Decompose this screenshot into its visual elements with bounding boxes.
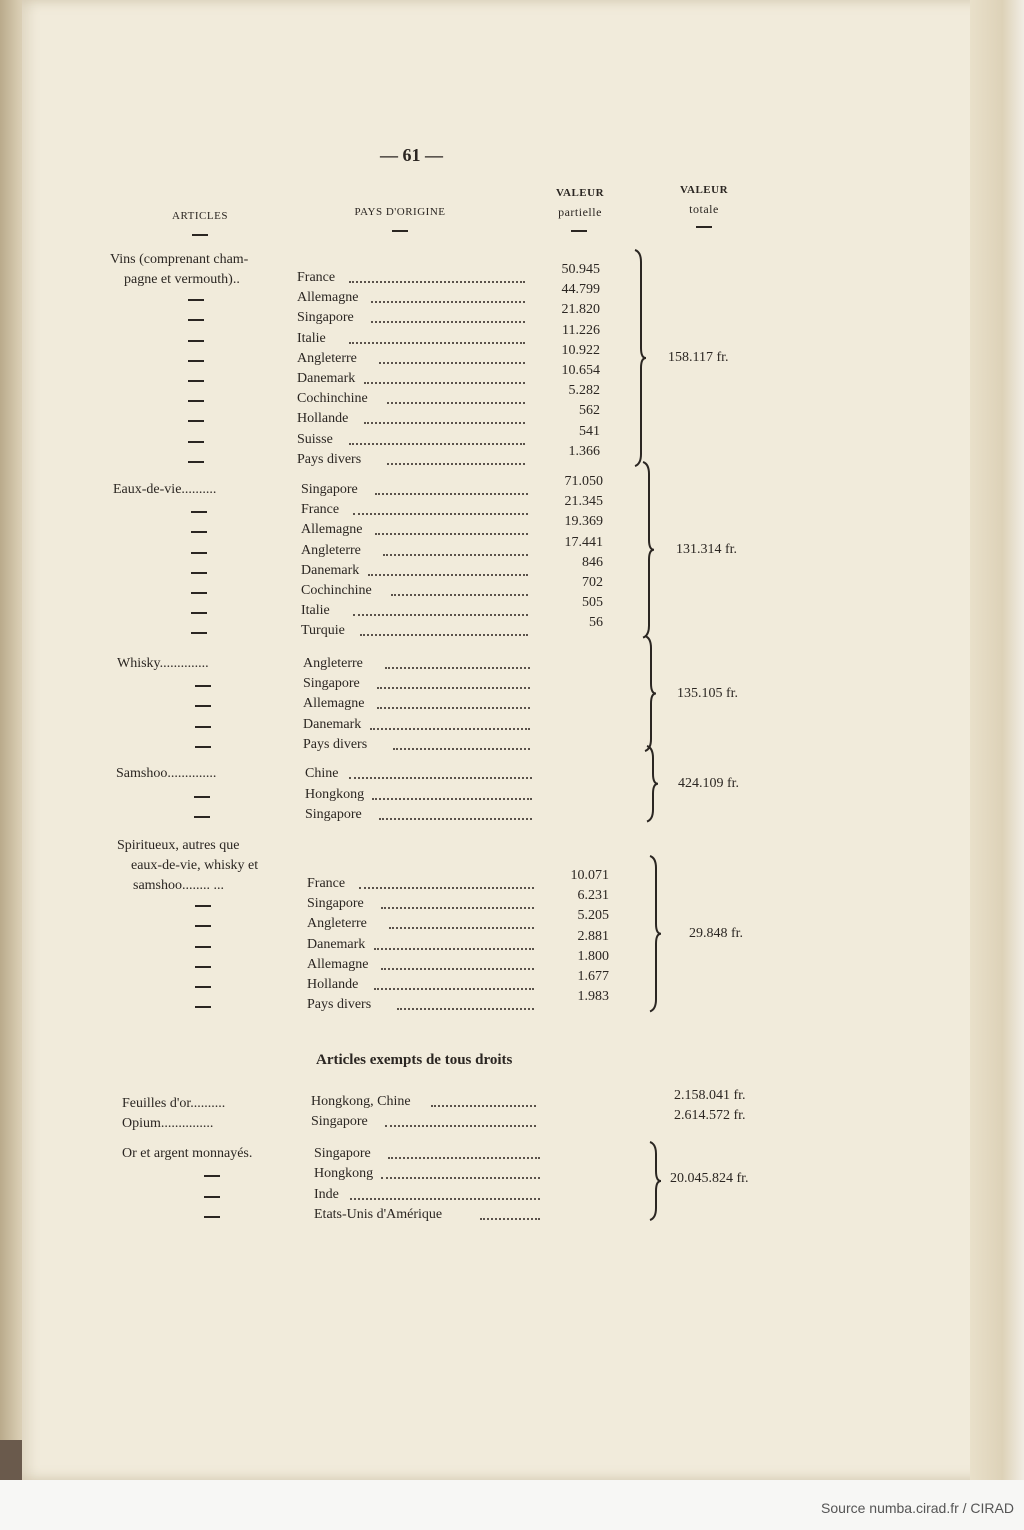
country-label: Hollande xyxy=(307,977,359,992)
dot-leader xyxy=(377,707,530,709)
ditto-dash xyxy=(191,592,207,594)
country-label: Danemark xyxy=(297,371,356,386)
country-label: Angleterre xyxy=(301,542,361,558)
partial-value: 10.071 xyxy=(570,868,609,883)
group-brace xyxy=(633,250,649,466)
country-label: Pays divers xyxy=(307,997,372,1013)
ditto-dash xyxy=(188,360,204,362)
ditto-dash xyxy=(195,746,211,748)
source-credit: Source numba.cirad.fr / CIRAD xyxy=(821,1500,1014,1516)
dot-leader xyxy=(359,887,534,889)
country-label: Suisse xyxy=(297,431,333,447)
ditto-dash xyxy=(195,905,211,907)
country-label: Singapore xyxy=(314,1146,371,1161)
article-label: pagne et vermouth).. xyxy=(124,272,240,287)
dot-leader xyxy=(370,728,530,730)
ditto-dash xyxy=(195,726,211,728)
group-brace xyxy=(641,462,657,638)
total-value: 2.158.041 fr. xyxy=(674,1088,746,1103)
dot-leader xyxy=(377,687,530,689)
dot-leader xyxy=(391,594,528,596)
header-totale: totale xyxy=(689,202,719,216)
brace-stroke xyxy=(650,856,661,1011)
country-label: Angleterre xyxy=(297,350,357,366)
partial-value: 1.366 xyxy=(568,443,600,459)
partial-value: 6.231 xyxy=(577,888,609,904)
partial-value: 56 xyxy=(589,615,603,631)
dot-leader xyxy=(381,1177,540,1179)
group-brace xyxy=(648,1142,664,1220)
partial-value: 17.441 xyxy=(564,534,603,550)
article-label: eaux-de-vie, whisky et xyxy=(131,858,259,873)
dot-leader xyxy=(353,614,528,616)
header-rule xyxy=(571,230,587,232)
article-label: Opium............... xyxy=(122,1116,214,1131)
country-label: Singapore xyxy=(297,310,354,326)
country-label: Allemagne xyxy=(297,290,359,306)
country-label: Hollande xyxy=(297,411,349,427)
header-articles: ARTICLES xyxy=(172,210,228,222)
brace-stroke xyxy=(643,462,654,638)
header-rule xyxy=(392,230,408,232)
article-label: Vins (comprenant cham- xyxy=(110,252,249,267)
dot-leader xyxy=(381,968,534,970)
ditto-dash xyxy=(195,986,211,988)
dot-leader xyxy=(350,1198,540,1200)
country-label: Hongkong xyxy=(305,786,365,802)
article-label: Or et argent monnayés. xyxy=(122,1146,253,1161)
country-label: Singapore xyxy=(305,807,362,822)
dot-leader xyxy=(379,362,525,364)
header-valeur-partielle: VALEUR xyxy=(555,187,605,199)
ditto-dash xyxy=(188,380,204,382)
dot-leader xyxy=(375,493,528,495)
header-partielle: partielle xyxy=(558,205,602,219)
country-label: Angleterre xyxy=(303,656,363,671)
dot-leader xyxy=(371,301,525,303)
page-sheet xyxy=(22,0,998,1480)
article-label: Samshoo.............. xyxy=(116,766,217,781)
total-value: 135.105 fr. xyxy=(677,685,739,701)
group-brace xyxy=(648,856,664,1011)
article-label: Spiritueux, autres que xyxy=(117,838,240,853)
ditto-dash xyxy=(195,705,211,707)
partial-value: 11.226 xyxy=(562,322,600,338)
dot-leader xyxy=(379,818,532,820)
ditto-dash xyxy=(191,612,207,614)
partial-value: 1.983 xyxy=(577,989,609,1005)
partial-value: 1.800 xyxy=(577,948,609,964)
country-label: Chine xyxy=(305,766,339,781)
dot-leader xyxy=(389,927,534,929)
ditto-dash xyxy=(188,420,204,422)
partial-value: 2.881 xyxy=(577,928,609,944)
country-label: Danemark xyxy=(301,562,360,578)
partial-value: 1.677 xyxy=(577,969,609,984)
country-label: Danemark xyxy=(303,716,362,732)
country-label: Singapore xyxy=(303,676,360,692)
dot-leader xyxy=(385,667,530,669)
country-label: Italie xyxy=(297,330,326,346)
partial-value: 10.922 xyxy=(561,342,600,358)
country-label: Cochinchine xyxy=(297,391,368,407)
total-value: 158.117 fr. xyxy=(668,350,729,365)
ditto-dash xyxy=(191,511,207,513)
partial-value: 846 xyxy=(582,554,603,570)
dot-leader xyxy=(368,574,528,576)
country-label: Etats-Unis d'Amérique xyxy=(314,1206,443,1222)
header-valeur-totale: VALEUR xyxy=(679,184,729,196)
country-label: Cochinchine xyxy=(301,583,372,598)
page-stack-edge xyxy=(970,0,1024,1480)
country-label: Singapore xyxy=(307,896,364,912)
total-value: 131.314 fr. xyxy=(676,541,738,557)
ditto-dash xyxy=(188,299,204,301)
country-label: Italie xyxy=(301,603,330,619)
dot-leader xyxy=(364,422,525,424)
ditto-dash xyxy=(191,531,207,533)
ditto-dash xyxy=(188,400,204,402)
ditto-dash xyxy=(195,946,211,948)
ditto-dash xyxy=(191,632,207,634)
dot-leader xyxy=(388,1157,540,1159)
ditto-dash xyxy=(191,572,207,574)
group-brace xyxy=(643,636,659,751)
dot-leader xyxy=(360,634,528,636)
partial-value: 71.050 xyxy=(564,474,603,489)
partial-value: 19.369 xyxy=(564,514,603,530)
dot-leader xyxy=(393,748,530,750)
ditto-dash xyxy=(204,1216,220,1218)
country-label: Allemagne xyxy=(303,696,365,712)
brace-stroke xyxy=(650,1142,661,1220)
country-label: Pays divers xyxy=(303,736,368,752)
ditto-dash xyxy=(188,441,204,443)
total-value: 2.614.572 fr. xyxy=(674,1108,746,1123)
ditto-dash xyxy=(194,796,210,798)
brace-stroke xyxy=(647,746,658,822)
dot-leader xyxy=(387,463,525,465)
ditto-dash xyxy=(194,816,210,818)
dot-leader xyxy=(387,402,525,404)
partial-value: 5.205 xyxy=(577,908,609,924)
country-label: Hongkong xyxy=(314,1166,374,1182)
ditto-dash xyxy=(195,1006,211,1008)
header-rule xyxy=(192,234,208,236)
ditto-dash xyxy=(204,1175,220,1177)
ditto-dash xyxy=(188,319,204,321)
partial-value: 505 xyxy=(582,595,603,611)
dot-leader xyxy=(371,321,525,323)
partial-value: 21.820 xyxy=(561,302,600,318)
partial-value: 44.799 xyxy=(561,282,600,298)
country-label: France xyxy=(297,270,336,285)
country-label: Danemark xyxy=(307,936,366,952)
dot-leader xyxy=(383,554,528,556)
ditto-dash xyxy=(195,925,211,927)
dot-leader xyxy=(349,281,525,283)
dot-leader xyxy=(374,948,534,950)
page-number: — 61 — xyxy=(380,145,443,165)
dot-leader xyxy=(375,533,528,535)
ditto-dash xyxy=(204,1196,220,1198)
ditto-dash xyxy=(191,552,207,554)
ditto-dash xyxy=(188,340,204,342)
country-label: Hongkong, Chine xyxy=(311,1094,411,1109)
article-label: Feuilles d'or.......... xyxy=(122,1096,226,1111)
article-label: samshoo........ ... xyxy=(133,878,224,893)
article-label: Whisky.............. xyxy=(117,656,209,671)
country-label: Inde xyxy=(314,1186,339,1202)
dot-leader xyxy=(385,1125,536,1127)
country-label: Allemagne xyxy=(301,522,363,538)
country-label: France xyxy=(301,502,340,518)
header-rule xyxy=(696,226,712,228)
header-pays: PAYS D'ORIGINE xyxy=(354,206,446,218)
partial-value: 50.945 xyxy=(561,262,600,277)
dot-leader xyxy=(431,1105,536,1107)
partial-value: 562 xyxy=(579,403,600,419)
ditto-dash xyxy=(188,461,204,463)
country-label: Turquie xyxy=(301,623,345,639)
dot-leader xyxy=(349,443,525,445)
partial-value: 5.282 xyxy=(568,383,600,399)
ditto-dash xyxy=(195,685,211,687)
total-value: 424.109 fr. xyxy=(678,775,740,791)
exempt-title: Articles exempts de tous droits xyxy=(316,1052,513,1068)
total-value: 29.848 fr. xyxy=(689,925,744,941)
country-label: Singapore xyxy=(311,1114,368,1129)
country-label: Angleterre xyxy=(307,916,367,932)
article-label: Eaux-de-vie.......... xyxy=(113,482,217,497)
dot-leader xyxy=(364,382,525,384)
total-value: 20.045.824 fr. xyxy=(670,1171,749,1186)
country-label: Singapore xyxy=(301,482,358,497)
country-label: Pays divers xyxy=(297,451,362,467)
dot-leader xyxy=(372,798,532,800)
dot-leader xyxy=(374,988,534,990)
dot-leader xyxy=(397,1008,534,1010)
partial-value: 702 xyxy=(582,575,603,590)
dot-leader xyxy=(349,777,532,779)
group-brace xyxy=(645,746,661,822)
country-label: France xyxy=(307,876,346,891)
partial-value: 541 xyxy=(579,423,600,439)
dot-leader xyxy=(349,342,525,344)
brace-stroke xyxy=(645,636,656,751)
partial-value: 21.345 xyxy=(564,494,603,510)
country-label: Allemagne xyxy=(307,956,369,972)
dot-leader xyxy=(353,513,528,515)
partial-value: 10.654 xyxy=(561,363,600,378)
dot-leader xyxy=(381,907,534,909)
brace-stroke xyxy=(635,250,646,466)
dot-leader xyxy=(480,1218,540,1220)
ditto-dash xyxy=(195,966,211,968)
